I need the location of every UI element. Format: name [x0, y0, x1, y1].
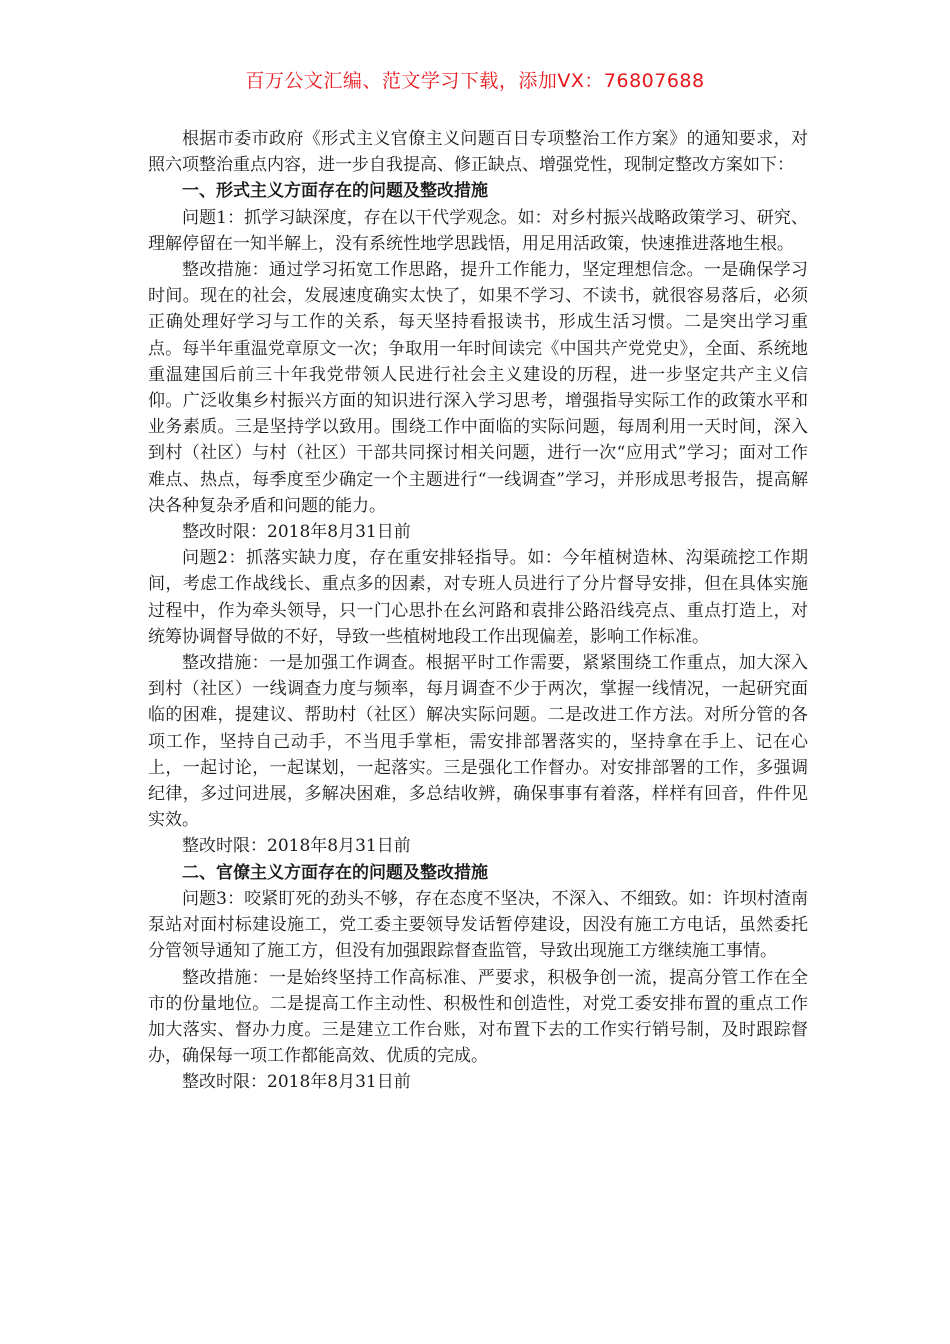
deadline-1-paragraph: 整改时限：2018年8月31日前	[182, 522, 411, 543]
measures-1-paragraph: 整改措施：通过学习拓宽工作思路，提升工作能力，坚定理想信念。一是确保学习时间。现在的社会，发展速度确实太快了，如果不学习、不读书，就很容易落后，必须正确处理好学习与工作的关系，每天坚持看报读书，形成生活习惯。二是突出学习重点。每半年重温党章原文一次；争取用一年时间读完《中国共产党党史》，全面、系统地重温建国后前三十年我党带领人民进行社会主义建设的历程，进一步坚定共产主义信仰。广泛收集乡村振兴方面的知识进行深入学习思考，增强指导实际工作的政策水平和业务素质。三是坚持学以致用。围绕工作中面临的实际问题，每周利用一天时间，深入到村（社区）与村（社区）干部共同探讨相关问题，进行一次“应用式”学习；面对工作难点、热点，每季度至少确定一个主题进行“一线调查”学习，并形成思考报告，提高解决各种复杂矛盾和问题的能力。	[148, 260, 808, 516]
watermark-banner: 百万公文汇编、范文学习下载，添加VX：76807688	[245, 70, 705, 92]
problem-1-paragraph: 问题1：抓学习缺深度，存在以干代学观念。如：对乡村振兴战略政策学习、研究、理解停留在一知半解上，没有系统性地学思践悟，用足用活政策，快速推进落地生根。	[148, 207, 808, 254]
deadline-2-paragraph: 整改时限：2018年8月31日前	[182, 836, 411, 857]
section-heading-bureaucratism: 二、官僚主义方面存在的问题及整改措施	[182, 862, 488, 883]
measures-2-paragraph: 整改措施：一是加强工作调查。根据平时工作需要，紧紧围绕工作重点，加大深入到村（社区）一线调查力度与频率，每月调查不少于两次，掌握一线情况，一起研究面临的困难，提建议、帮助村（社区）解决实际问题。二是改进工作方法。对所分管的各项工作，坚持自己动手，不当甩手掌柜，需安排部署落实的，坚持拿在手上、记在心上，一起讨论，一起谋划，一起落实。三是强化工作督办。对安排部署的工作，多强调纪律，多过问进展，多解决困难，多总结收辨，确保事事有着落，样样有回音，件件见实效。	[148, 653, 808, 831]
problem-3-paragraph: 问题3：咬紧盯死的劲头不够，存在态度不坚决，不深入、不细致。如：许坝村渣南泵站对面村标建设施工，党工委主要领导发话暂停建设，因没有施工方电话，虽然委托分管领导通知了施工方，但没有加强跟踪督查监管，导致出现施工方继续施工事情。	[148, 888, 808, 962]
measures-3-paragraph: 整改措施：一是始终坚持工作高标准、严要求，积极争创一流，提高分管工作在全市的份量地位。二是提高工作主动性、积极性和创造性，对党工委安排布置的重点工作加大落实、督办力度。三是建立工作台账，对布置下去的工作实行销号制，及时跟踪督办，确保每一项工作都能高效、优质的完成。	[148, 967, 808, 1067]
deadline-3-paragraph: 整改时限：2018年8月31日前	[182, 1072, 411, 1093]
problem-2-paragraph: 问题2：抓落实缺力度，存在重安排轻指导。如：今年植树造林、沟渠疏挖工作期间，考虑工作战线长、重点多的因素，对专班人员进行了分片督导安排，但在具体实施过程中，作为牵头领导，只一门心思扑在幺河路和袁排公路沿线亮点、重点打造上，对统筹协调督导做的不好，导致一些植树地段工作出现偏差，影响工作标准。	[148, 548, 808, 647]
intro-paragraph: 根据市委市政府《形式主义官僚主义问题百日专项整治工作方案》的通知要求，对照六项整治重点内容，进一步自我提高、修正缺点、增强党性，现制定整改方案如下：	[148, 129, 808, 176]
document-body	[148, 126, 808, 1096]
section-heading-formalism: 一、形式主义方面存在的问题及整改措施	[182, 181, 488, 202]
